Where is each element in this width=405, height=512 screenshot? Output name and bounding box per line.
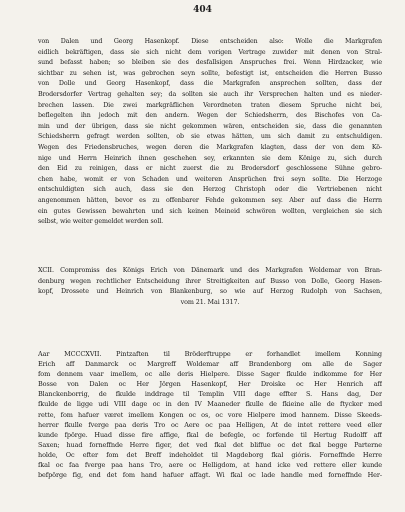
text-line: fkal oc faa fverge paa hans Tro, aere oc Helligdom, at hand icke ved rettere eller kunde xyxy=(38,461,382,470)
heading-line: XCII. Compromiss des Königs Erich von Dänemark und des Markgrafen Woldemar von Bran- xyxy=(38,266,382,274)
text-line: von Dolle und Georg Hasenkopf, dass die Markgrafen ansprechen sollten, dass der xyxy=(38,80,382,88)
text-line: brechen lassen. Die zwei markgräflichen Verordneten traten diesem Spruche nicht bei, xyxy=(38,101,382,109)
text-line: Saxen; huad forneffnde Herre figer, det ved fkal det bliffue oc det fkal begge Parterne xyxy=(38,440,382,449)
text-line: fom dennem vaar imellem, oc alle deris Hielpere. Disse Sager fkulde indkomme for Her xyxy=(38,370,382,379)
text-line: Aar MCCCXVII. Pintzaften til Bröderftruppe er forhandlet imellem Konning xyxy=(38,350,382,358)
text-line: herrer fkulle fverge paa deris Tro oc Aere oc paa Helligen, At de intet rettere veed eller xyxy=(38,420,382,429)
text-line: den Eid zu reinigen, dass er nicht zuerst die zu Brodersdorf geschlossene Sühne gebro- xyxy=(38,165,382,173)
document-heading xyxy=(38,265,382,307)
text-line: min und der übrigen, dass sie nicht gekommen wären, entscheiden sie, dass die genannten xyxy=(38,122,382,130)
text-line: eidlich bekräftigen, dass sie sich nicht dem vorigen Vertrage zuwider mit denen von Stral- xyxy=(38,48,382,56)
text-line: ein gutes Gewissen bewahrten und sich keinen Meineid schwören wollten, vergleichen sie sich xyxy=(38,207,382,215)
text-line: Bosse von Dalen oc Her Jörgen Hasenkopf, Her Droiske oc Her Henrich aff xyxy=(38,380,382,389)
text-line: beflegelten ihn jedoch mit den andern. Wegen der Schiedsherrn, des Bischofes von Ca- xyxy=(38,112,382,120)
text-line: Erich aff Danmarck oc Margreff Woldemar aff Brandenborg om alle de Sager xyxy=(38,360,382,369)
text-line: kunde fpörge. Huad disse fire affige, fkal de befegle, oc forfende til Hertug Rudolff aff xyxy=(38,430,382,439)
text-line: fkulde de ligge udi VIII dage oc in den IV Maaneder fkulle de fkieine alle de ftycker med xyxy=(38,400,382,409)
text-line: Schiedsherrn gefragt werden sollten, ob sie etwas hätten, um sich damit zu entschuldigen. xyxy=(38,133,382,141)
text-line: befpörge fig, end det fom hand hafuer affagt. Wi fkal oc lade handle med forneffnde Her- xyxy=(38,471,382,480)
text-line: sund befasst haben; so bleiben sie des desfallsigen Anspruches frei. Wenn Hirdzacker, wie xyxy=(38,59,382,67)
text-line: Brodersdorfer Vertrag gehalten sey; da sollten sie auch ihr Versprechen halten und es nieder- xyxy=(38,90,382,98)
text-line: selbst, wie weiter gemeldet werden soll. xyxy=(38,218,164,226)
text-line: von Dalen und Georg Hasenkopf. Diese entscheiden also: Wolle die Markgrafen xyxy=(38,38,382,45)
text-line: Blanckenborrig, de fkulde inddrage til Templin VIII dage effter S. Hans dag, Der xyxy=(38,390,382,399)
heading-line: kopf, Drossete und Heinrich von Blankenburg, so wie auf Herzog Rudolph von Sachsen, xyxy=(38,287,382,295)
text-line: chen habe, womit er von Schaden und weiteren Ansprüchen frei seyn sollte. Die Herzoge xyxy=(38,175,382,183)
text-line: entschuldigten sich auch, dass sie den Herzog Christoph oder die Vertriebenen nicht xyxy=(38,186,382,194)
german-paragraph xyxy=(38,37,382,228)
text-line: angenommen hätten, bevor es zu offenbarer Fehde gekommen sey. Aber auf dass die Herrn xyxy=(38,196,382,204)
text-line: holde, Oc efter fom det Breff indeholdet til Magdeborg fkal gióris. Forneffnde Herre xyxy=(38,450,382,459)
heading-line: denburg wegen rechtlicher Entscheidung ihrer Streitigkeiten auf Busso von Dolle, Georg Hasen- xyxy=(38,276,382,285)
text-line: nige und Herrn Heinrich ihnen geschehen sey, erkannten sie dem Könige zu, sich durch xyxy=(38,154,382,162)
text-line: rette, fom hafuer været imellem Kongen oc os, oc vore Hielpere imod hannem. Disse Skeeds- xyxy=(38,410,382,419)
page-number: 404 xyxy=(193,5,212,15)
danish-paragraph xyxy=(38,349,382,480)
heading-date: vom 21. Mai 1317. xyxy=(180,297,240,306)
text-line: sichtbar zu sehen ist, was gebrochen seyn sollte, befestigt ist, entscheiden die Herren Busso xyxy=(38,69,382,77)
text-line: Wegen des Friedensbruches, wegen deren die Markgrafen klagten, dass der von dem Kö- xyxy=(38,143,382,151)
